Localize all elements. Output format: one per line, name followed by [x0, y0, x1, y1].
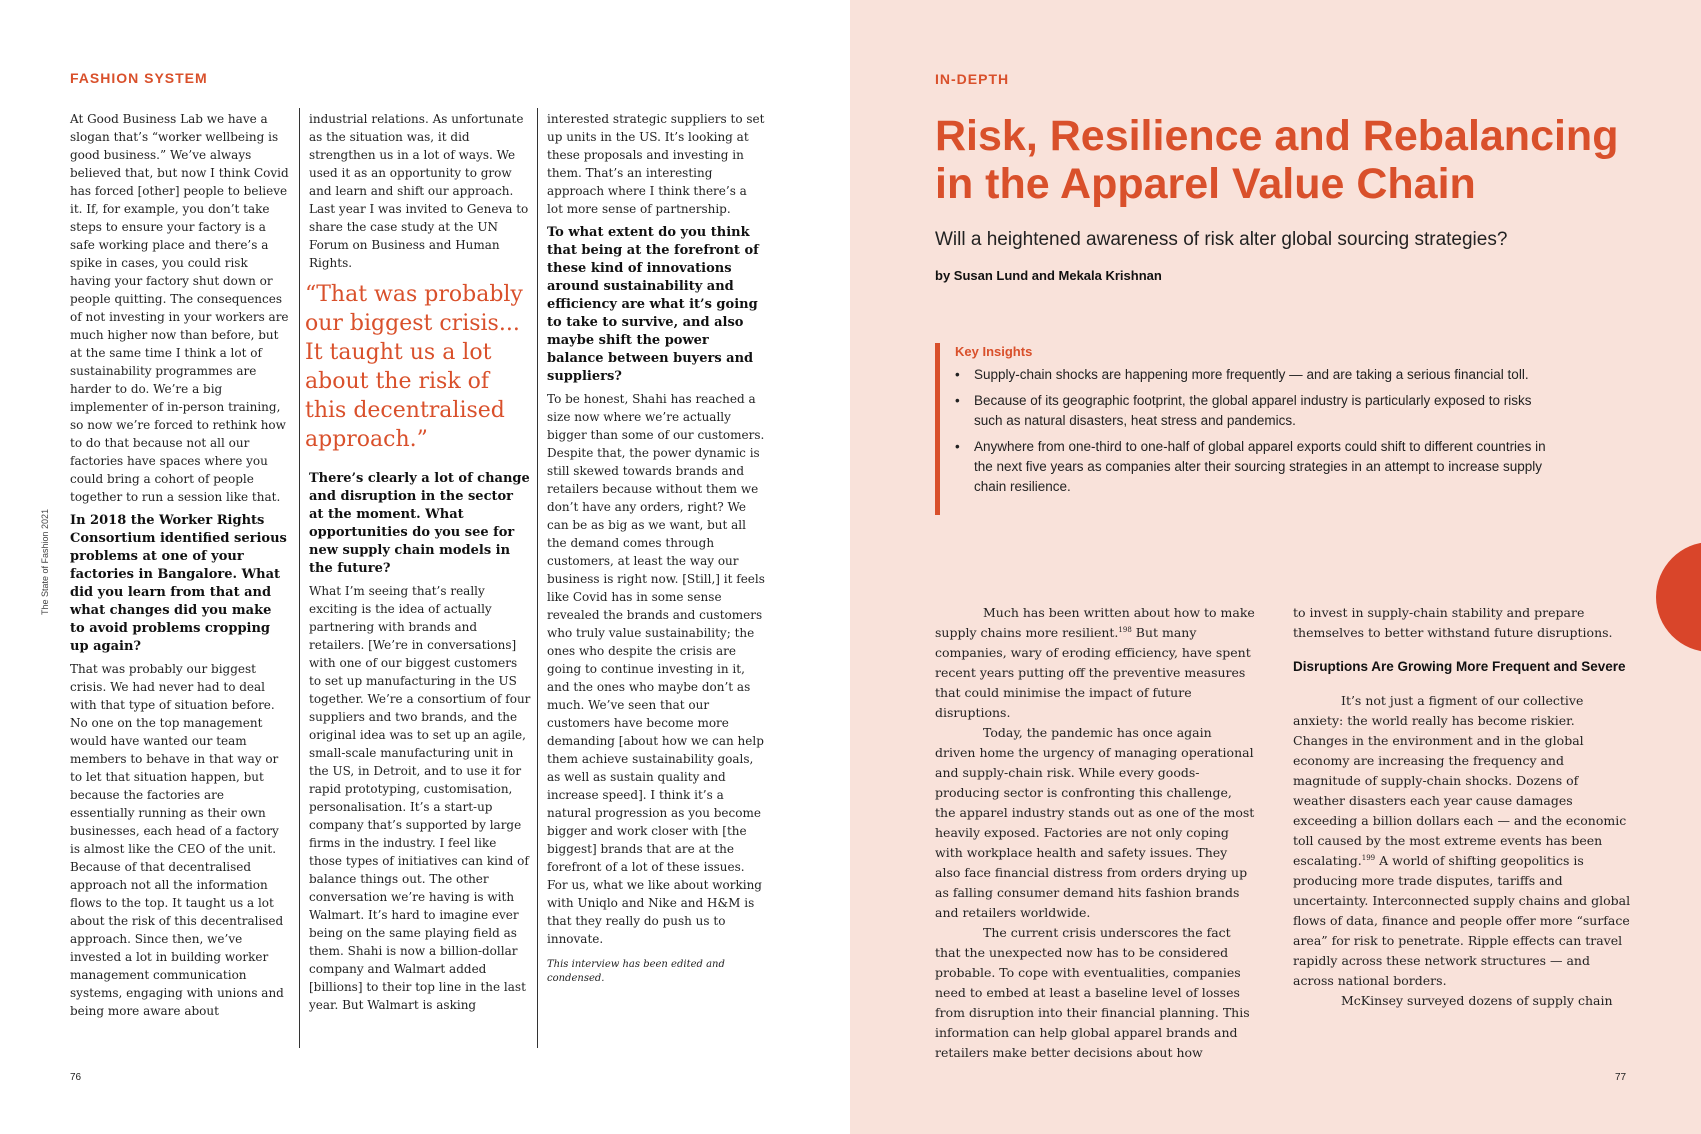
page-number-left: 76: [70, 1072, 82, 1083]
interview-question: In 2018 the Worker Rights Consortium identified serious problems at one of your factories in Bangalore. What did you learn from that and what changes did you make to avoid problems cropping up again?: [70, 513, 287, 654]
paragraph-text: Much has been written about how to make supply chains more resilient.: [935, 605, 1255, 640]
interview-question: To what extent do you think that being at the forefront of these kind of innovations around sustainability and efficiency are what it’s going to take to survive, and also maybe shift the power balance between buyers and suppliers?: [547, 225, 759, 384]
article-column-2: [305, 110, 531, 1014]
paragraph: McKinsey surveyed dozens of supply chain: [1341, 993, 1613, 1008]
section-heading: Disruptions Are Growing More Frequent and Severe: [1293, 659, 1626, 674]
paragraph: To be honest, Shahi has reached a size now where we’re actually bigger than some of our customers. Despite that, the power dynamic is still skewed towards brands and retailers because without them we don’t have any orders, right? We can be as big as we want, but all the demand comes through customers, at least the way our business is right now. [Still,] it feels like Covid has in some sense revealed the brands and customers who truly value sustainability; the ones who despite the crisis are going to continue investing in it, and the ones who maybe don’t as much. We’ve seen that our customers have become more demanding [about how we can help them achieve sustainability goals, as well as sustain quality and increase speed]. I think it’s a natural progression as you become bigger and work closer with [the biggest] brands that are at the forefront of a lot of these issues. For us, what we like about working with Uniqlo and Nike and H&M is that they really do push us to innovate.: [547, 392, 765, 946]
paragraph: industrial relations. As unfortunate as the situation was, it did strengthen us in a lot of ways. We used it as an opportunity to grow and learn and shift our approach. Last year I was invited to Geneva to share the case study at the UN Forum on Business and Human Rights.: [309, 112, 529, 270]
article-column-1: [70, 110, 290, 1020]
paragraph: Today, the pandemic has once again driven home the urgency of managing operational and supply-chain risk. While every goods-producing sector is confronting this challenge, the apparel industry stands out as one of the most heavily exposed. Factories are not only coping with workplace health and safety issues. They also face financial distress from orders drying up as falling consumer demand hits fashion brands and retailers worldwide.: [935, 725, 1255, 920]
paragraph-text: It’s not just a figment of our collective anxiety: the world really has become riskier. Changes in the environment and in the global economy are increasing the frequency and magnitude of supply-chain shocks. Dozens of weather disasters each year cause damages exceeding a billion dollars each — and the economic toll caused by the most extreme events has been escalating.: [1293, 693, 1627, 868]
left-page: [0, 0, 850, 1134]
byline: by Susan Lund and Mekala Krishnan: [935, 268, 1162, 283]
paragraph: interested strategic suppliers to set up units in the US. It’s looking at these proposals and investing in them. That’s an interesting approach where I think there’s a lot more sense of partnership.: [547, 112, 765, 216]
list-item: • Supply-chain shocks are happening more frequently — and are taking a serious financial toll.: [955, 365, 1555, 385]
paragraph-text: A world of shifting geopolitics is producing more trade disputes, tariffs and uncertainty. Interconnected supply chains and global flows of data, finance and people offer more “surface area” for risk to penetrate. Ripple effects can travel rapidly across these network structures — and across national borders.: [1293, 853, 1631, 988]
body-column-1: [935, 603, 1255, 1063]
paragraph: The current crisis underscores the fact that the unexpected now has to be considered probable. To cope with eventualities, companies need to embed at least a baseline level of losses from disruption into their financial planning. This information can help global apparel brands and retailers make better decisions about how: [935, 925, 1250, 1060]
key-insights-title: Key Insights: [955, 344, 1033, 359]
list-item: • Because of its geographic footprint, the global apparel industry is particularly exposed to risks such as natural disasters, heat stress and pandemics.: [955, 391, 1555, 431]
paragraph: What I’m seeing that’s really exciting is the idea of actually partnering with brands and retailers. [We’re in conversations] with one of our biggest customers to set up manufacturing in the US together. We’re a consortium of four suppliers and two brands, and the original idea was to set up an agile, small-scale manufacturing unit in the US, in Detroit, and to use it for rapid prototyping, customisation, personalisation. It’s a start-up company that’s supported by large firms in the industry. I feel like those types of initiatives can kind of balance things out. The other conversation we’re having is with Walmart. It’s hard to imagine ever being on the same playing field as them. Shahi is now a billion-dollar company and Walmart added [billions] to their top line in the last year. But Walmart is asking: [309, 584, 531, 1012]
column-divider: [299, 108, 300, 1048]
key-insights-list: [955, 365, 1555, 497]
paragraph: [1293, 691, 1633, 991]
column-divider: [537, 108, 538, 1048]
page-number-right: 77: [1615, 1072, 1627, 1083]
paragraph: [935, 603, 1255, 723]
section-label-fashion-system: FASHION SYSTEM: [70, 70, 208, 86]
editor-note: This interview has been edited and condensed.: [547, 959, 725, 984]
vertical-publication-label: The State of Fashion 2021: [40, 508, 50, 615]
body-column-2: [1293, 603, 1633, 1011]
pull-quote: “That was probably our biggest crisis... It taught us a lot about the risk of this decentralised approach.”: [305, 282, 523, 452]
key-insights-box: [935, 343, 1555, 515]
footnote-ref: 199: [1361, 853, 1376, 862]
article-subtitle: Will a heightened awareness of risk alter global sourcing strategies?: [935, 229, 1508, 250]
right-page: [850, 0, 1701, 1134]
footnote-ref: 198: [1118, 625, 1132, 634]
paragraph: to invest in supply-chain stability and prepare themselves to better withstand future disruptions.: [1293, 605, 1613, 640]
article-title: Risk, Resilience and Rebalancing in the Apparel Value Chain: [935, 112, 1619, 208]
decorative-circle: [1656, 542, 1701, 652]
list-item: • Anywhere from one-third to one-half of global apparel exports could shift to different countries in the next five years as companies alter their sourcing strategies in an attempt to increase supply chain resilience.: [955, 437, 1555, 497]
paragraph-text: But many companies, wary of eroding efficiency, have spent recent years putting off the preventive measures that could minimise the impact of future disruptions.: [935, 625, 1251, 720]
paragraph: At Good Business Lab we have a slogan that’s “worker wellbeing is good business.” We’ve always believed that, but now I think Covid has forced [other] people to believe it. If, for example, you don’t take steps to ensure your factory is a safe working place and there’s a spike in cases, you could risk having your factory shut down or people quitting. The consequences of not investing in your workers are much higher now than before, but at the same time I think a lot of sustainability programmes are harder to do. We’re a big implementer of in-person training, so now we’re forced to rethink how to do that because not all our factories have spaces where you could bring a cohort of people together to run a session like that.: [70, 112, 289, 504]
interview-question: There’s clearly a lot of change and disruption in the sector at the moment. What opportunities do you see for new supply chain models in the future?: [309, 471, 530, 576]
paragraph: That was probably our biggest crisis. We had never had to deal with that type of situation before. No one on the top management would have wanted our team members to behave in that way or to let that situation happen, but because the factories are essentially running as their own businesses, each head of a factory is almost like the CEO of the unit. Because of that decentralised approach not all the information flows to the top. It taught us a lot about the risk of this decentralised approach. Since then, we’ve invested a lot in building worker management communication systems, engaging with unions and being more aware about: [70, 662, 284, 1018]
article-column-3: [547, 110, 765, 986]
section-label-in-depth: IN-DEPTH: [935, 71, 1010, 87]
